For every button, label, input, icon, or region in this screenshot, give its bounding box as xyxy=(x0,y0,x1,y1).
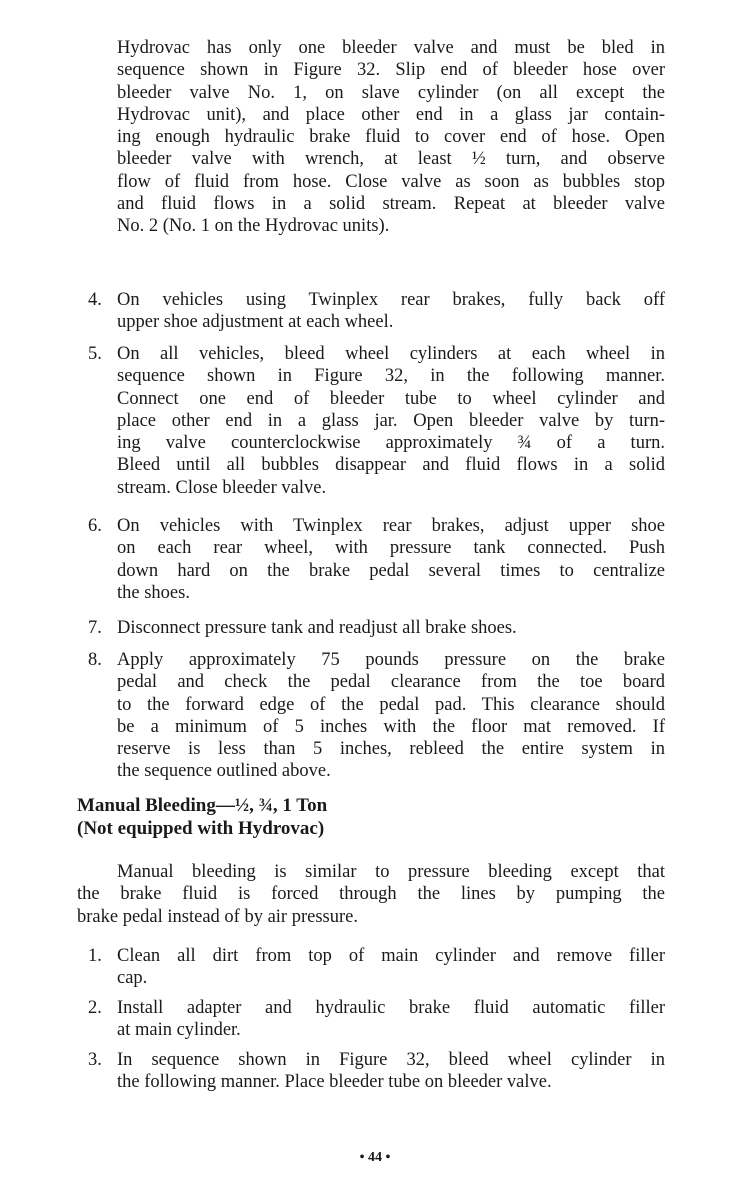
step-item xyxy=(88,997,665,1042)
text-line: Manual bleeding is similar to pressure bleeding except that xyxy=(117,862,665,882)
text-line: be a minimum of 5 inches with the floor mat removed. If xyxy=(117,716,665,737)
text-line: No. 2 (No. 1 on the Hydrovac units). xyxy=(117,216,390,237)
intro-paragraph xyxy=(117,37,665,238)
text-line: the shoes. xyxy=(117,582,190,603)
step-number: 8. xyxy=(88,650,102,670)
step-item xyxy=(88,649,665,783)
text-line: upper shoe adjustment at each wheel. xyxy=(117,312,394,333)
text-line: bleeder valve with wrench, at least ½ turn, and observe xyxy=(117,149,665,170)
text-line: pedal and check the pedal clearance from the toe board xyxy=(117,672,665,693)
step-item xyxy=(88,289,665,334)
text-line: flow of fluid from hose. Close valve as soon as bubbles stop xyxy=(117,171,665,192)
text-line: Connect one end of bleeder tube to wheel cylinder and xyxy=(117,388,665,409)
text-line: ing enough hydraulic brake fluid to cover end of hose. Open xyxy=(117,127,665,148)
text-line: reserve is less than 5 inches, rebleed the entire system in xyxy=(117,739,665,760)
section-heading xyxy=(77,794,327,840)
text-line: On all vehicles, bleed wheel cylinders at each wheel in xyxy=(117,344,665,364)
step-item xyxy=(88,617,665,639)
text-line: Clean all dirt from top of main cylinder and remove filler xyxy=(117,946,665,966)
step-number: 6. xyxy=(88,516,102,536)
text-line: to the forward edge of the pedal pad. This clearance should xyxy=(117,694,665,715)
step-number: 3. xyxy=(88,1050,102,1070)
step-item xyxy=(88,343,665,499)
text-line: Hydrovac unit), and place other end in a glass jar contain- xyxy=(117,104,665,125)
text-line: at main cylinder. xyxy=(117,1020,241,1041)
text-line: and fluid flows in a solid stream. Repeat at bleeder valve xyxy=(117,194,665,215)
text-line: down hard on the brake pedal several times to centralize xyxy=(117,560,665,581)
heading-line: (Not equipped with Hydrovac) xyxy=(77,818,325,839)
heading-line: Manual Bleeding—½, ¾, 1 Ton xyxy=(77,795,328,816)
step-number: 1. xyxy=(88,946,102,966)
text-line: the sequence outlined above. xyxy=(117,761,331,782)
text-line: sequence shown in Figure 32, in the following manner. xyxy=(117,366,665,387)
step-item xyxy=(88,945,665,990)
step-item xyxy=(88,1049,665,1094)
text-line: on each rear wheel, with pressure tank connected. Push xyxy=(117,538,665,559)
text-line: brake pedal instead of by air pressure. xyxy=(77,906,358,927)
text-line: Bleed until all bubbles disappear and fluid flows in a solid xyxy=(117,455,665,476)
text-line: cap. xyxy=(117,968,148,989)
step-item xyxy=(88,515,665,604)
text-line: In sequence shown in Figure 32, bleed wheel cylinder in xyxy=(117,1050,665,1070)
text-line: Apply approximately 75 pounds pressure on the brake xyxy=(117,650,665,670)
step-number: 2. xyxy=(88,998,102,1018)
text-line: bleeder valve No. 1, on slave cylinder (on all except the xyxy=(117,82,665,103)
text-line: the brake fluid is forced through the lines by pumping the xyxy=(77,884,665,905)
text-line: sequence shown in Figure 32. Slip end of bleeder hose over xyxy=(117,60,665,81)
text-line: Hydrovac has only one bleeder valve and must be bled in xyxy=(117,38,665,58)
text-line: On vehicles with Twinplex rear brakes, adjust upper shoe xyxy=(117,516,665,536)
text-line: Install adapter and hydraulic brake fluid automatic filler xyxy=(117,998,665,1018)
section-intro xyxy=(77,861,665,928)
text-line: Disconnect pressure tank and readjust all brake shoes. xyxy=(117,618,517,638)
page-number: • 44 • xyxy=(359,1150,391,1165)
text-line: the following manner. Place bleeder tube on bleeder valve. xyxy=(117,1072,552,1093)
text-line: On vehicles using Twinplex rear brakes, fully back off xyxy=(117,290,665,310)
step-number: 4. xyxy=(88,290,102,310)
text-line: ing valve counterclockwise approximately ¾ of a turn. xyxy=(117,433,665,454)
step-number: 7. xyxy=(88,618,102,638)
text-line: stream. Close bleeder valve. xyxy=(117,477,327,498)
step-number: 5. xyxy=(88,344,102,364)
text-line: place other end in a glass jar. Open bleeder valve by turn- xyxy=(117,410,665,431)
